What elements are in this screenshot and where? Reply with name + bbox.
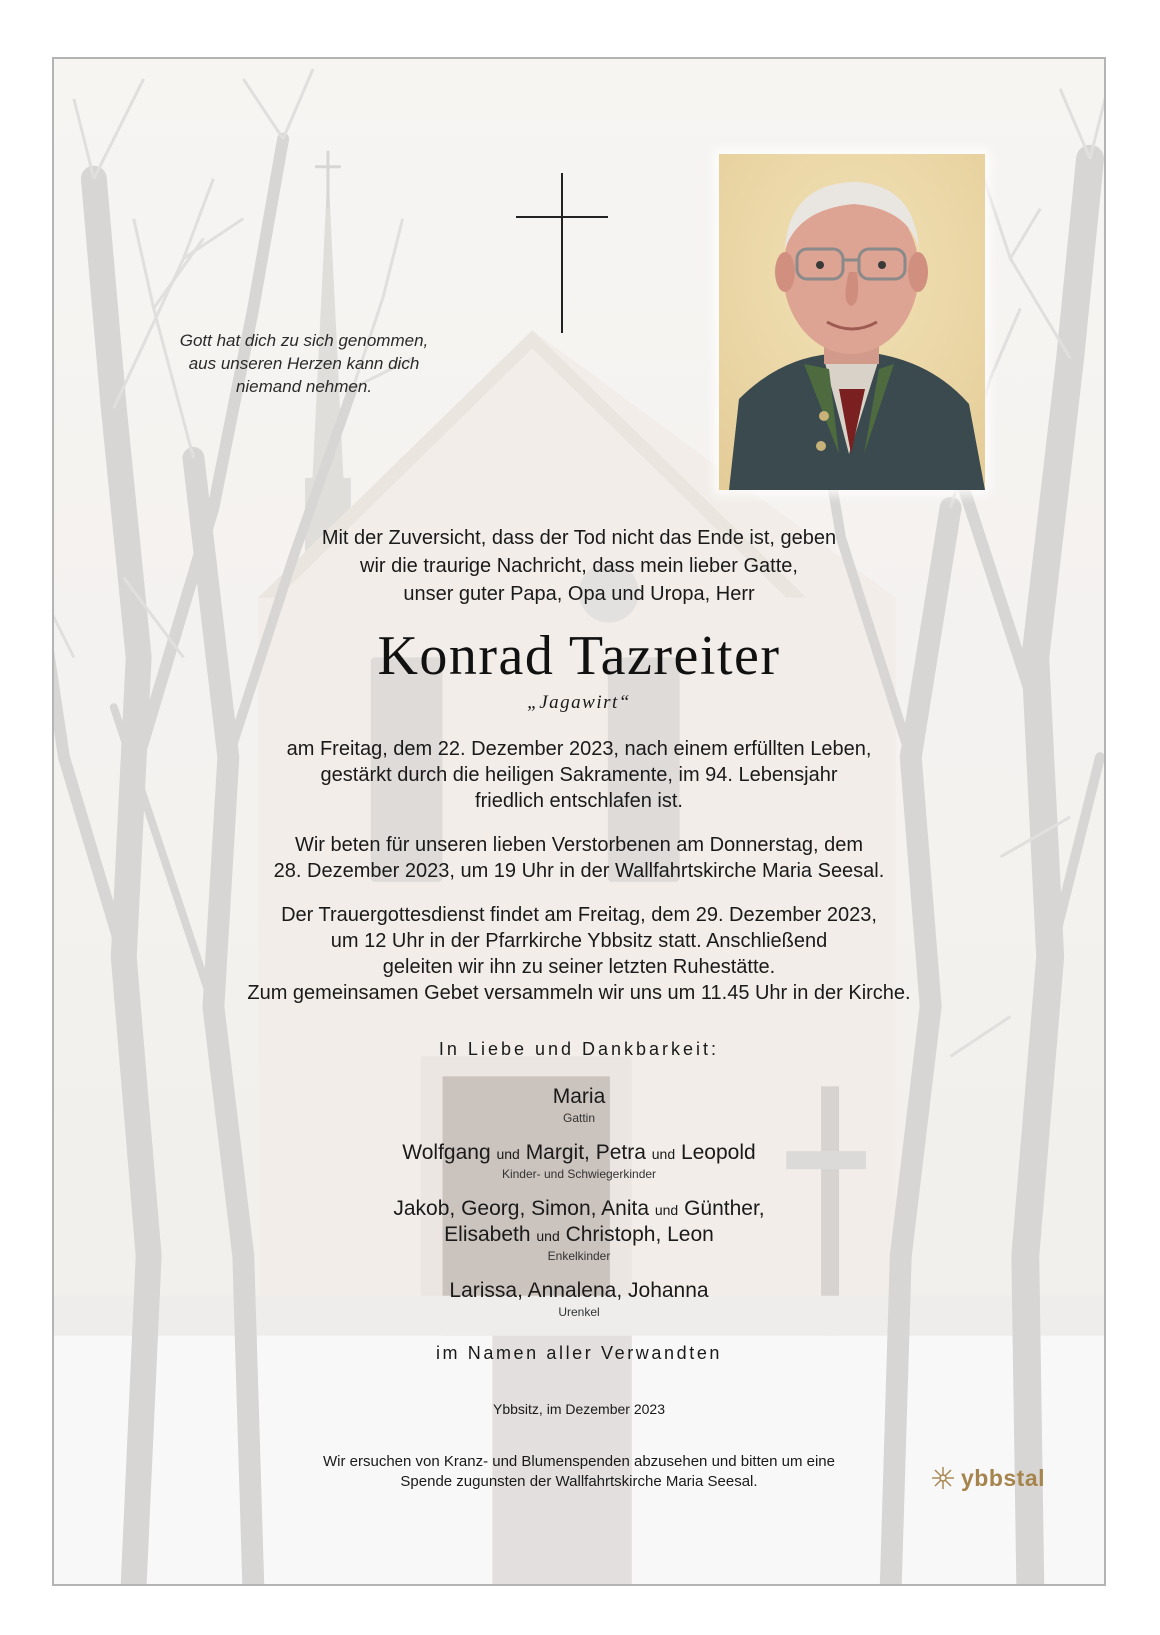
paragraph-line: gestärkt durch die heiligen Sakramente, im 94. Lebensjahr xyxy=(320,764,838,786)
deceased-name: Konrad Tazreiter xyxy=(377,625,781,687)
paragraph-line: geleiten wir ihn zu seiner letzten Ruhestätte. xyxy=(382,956,776,978)
paragraph-line: Wir beten für unseren lieben Verstorbenen am Donnerstag, dem xyxy=(294,834,864,856)
donation-line: Spende zugunsten der Wallfahrtskirche Maria Seesal. xyxy=(400,1473,758,1490)
quote-line: aus unseren Herzen kann dich xyxy=(188,354,420,373)
mourner-names: Margit, Petra xyxy=(525,1141,646,1164)
paragraph-line: Der Trauergottesdienst findet am Freitag, dem 29. Dezember 2023, xyxy=(281,904,877,926)
mourner-names: Leopold xyxy=(680,1141,756,1164)
service-paragraph xyxy=(54,902,1104,1006)
mourner-role: Urenkel xyxy=(558,1305,600,1319)
mourner-names: Jakob, Georg, Simon, Anita xyxy=(393,1197,650,1220)
mourner-wife: Maria xyxy=(552,1085,606,1108)
intro-line: unser guter Papa, Opa und Uropa, Herr xyxy=(403,583,755,605)
mourner-great-grandchildren: Larissa, Annalena, Johanna xyxy=(449,1279,709,1302)
relatives-text: im Namen aller Verwandten xyxy=(435,1343,723,1363)
mourner-names: Christoph, Leon xyxy=(565,1223,714,1246)
conjunction: und xyxy=(536,1228,560,1244)
prayer-paragraph xyxy=(54,832,1104,884)
ybbstal-logo xyxy=(930,1458,1045,1498)
mourner-grandchildren-line2 xyxy=(54,1222,1104,1249)
paragraph-line: Zum gemeinsamen Gebet versammeln wir uns um 11.45 Uhr in der Kirche. xyxy=(247,982,911,1004)
portrait-photo xyxy=(719,154,985,490)
paragraph-line: 28. Dezember 2023, um 19 Uhr in der Wallfahrtskirche Maria Seesal. xyxy=(273,860,885,882)
quote-line: Gott hat dich zu sich genommen, xyxy=(179,331,429,350)
obituary-frame xyxy=(52,57,1106,1586)
mourner-names: Günther, xyxy=(684,1197,765,1220)
mourner-names: Elisabeth xyxy=(444,1223,531,1246)
donation-line: Wir ersuchen von Kranz- und Blumenspenden abzusehen und bitten um eine xyxy=(323,1453,835,1470)
deceased-nickname: „Jagawirt“ xyxy=(527,692,631,713)
cross-icon xyxy=(516,173,608,333)
death-paragraph xyxy=(54,736,1104,814)
paragraph-line: am Freitag, dem 22. Dezember 2023, nach einem erfüllten Leben, xyxy=(286,738,872,760)
intro-line: wir die traurige Nachricht, dass mein lieber Gatte, xyxy=(360,555,798,577)
intro-text xyxy=(54,524,1104,608)
conjunction: und xyxy=(496,1146,520,1162)
mourner-role: Kinder- und Schwiegerkinder xyxy=(501,1167,657,1181)
place-date: Ybbsitz, im Dezember 2023 xyxy=(493,1401,665,1417)
quote-line: niemand nehmen. xyxy=(235,377,373,396)
logo-text: ybbstal xyxy=(961,1464,1046,1491)
dandelion-icon xyxy=(930,1465,956,1491)
mourner-role: Gattin xyxy=(562,1111,595,1125)
conjunction: und xyxy=(654,1202,679,1218)
mourner-role: Enkelkinder xyxy=(547,1249,611,1263)
mourner-children xyxy=(54,1140,1104,1167)
paragraph-line: friedlich entschlafen ist. xyxy=(475,790,683,812)
mourner-names: Wolfgang xyxy=(402,1141,491,1164)
quote-text xyxy=(144,329,464,398)
conjunction: und xyxy=(651,1146,676,1162)
mourner-grandchildren-line1 xyxy=(54,1196,1104,1223)
paragraph-line: um 12 Uhr in der Pfarrkirche Ybbsitz statt. Anschließend xyxy=(330,930,828,952)
intro-line: Mit der Zuversicht, dass der Tod nicht das Ende ist, geben xyxy=(321,527,837,549)
closing-text: In Liebe und Dankbarkeit: xyxy=(438,1039,720,1059)
